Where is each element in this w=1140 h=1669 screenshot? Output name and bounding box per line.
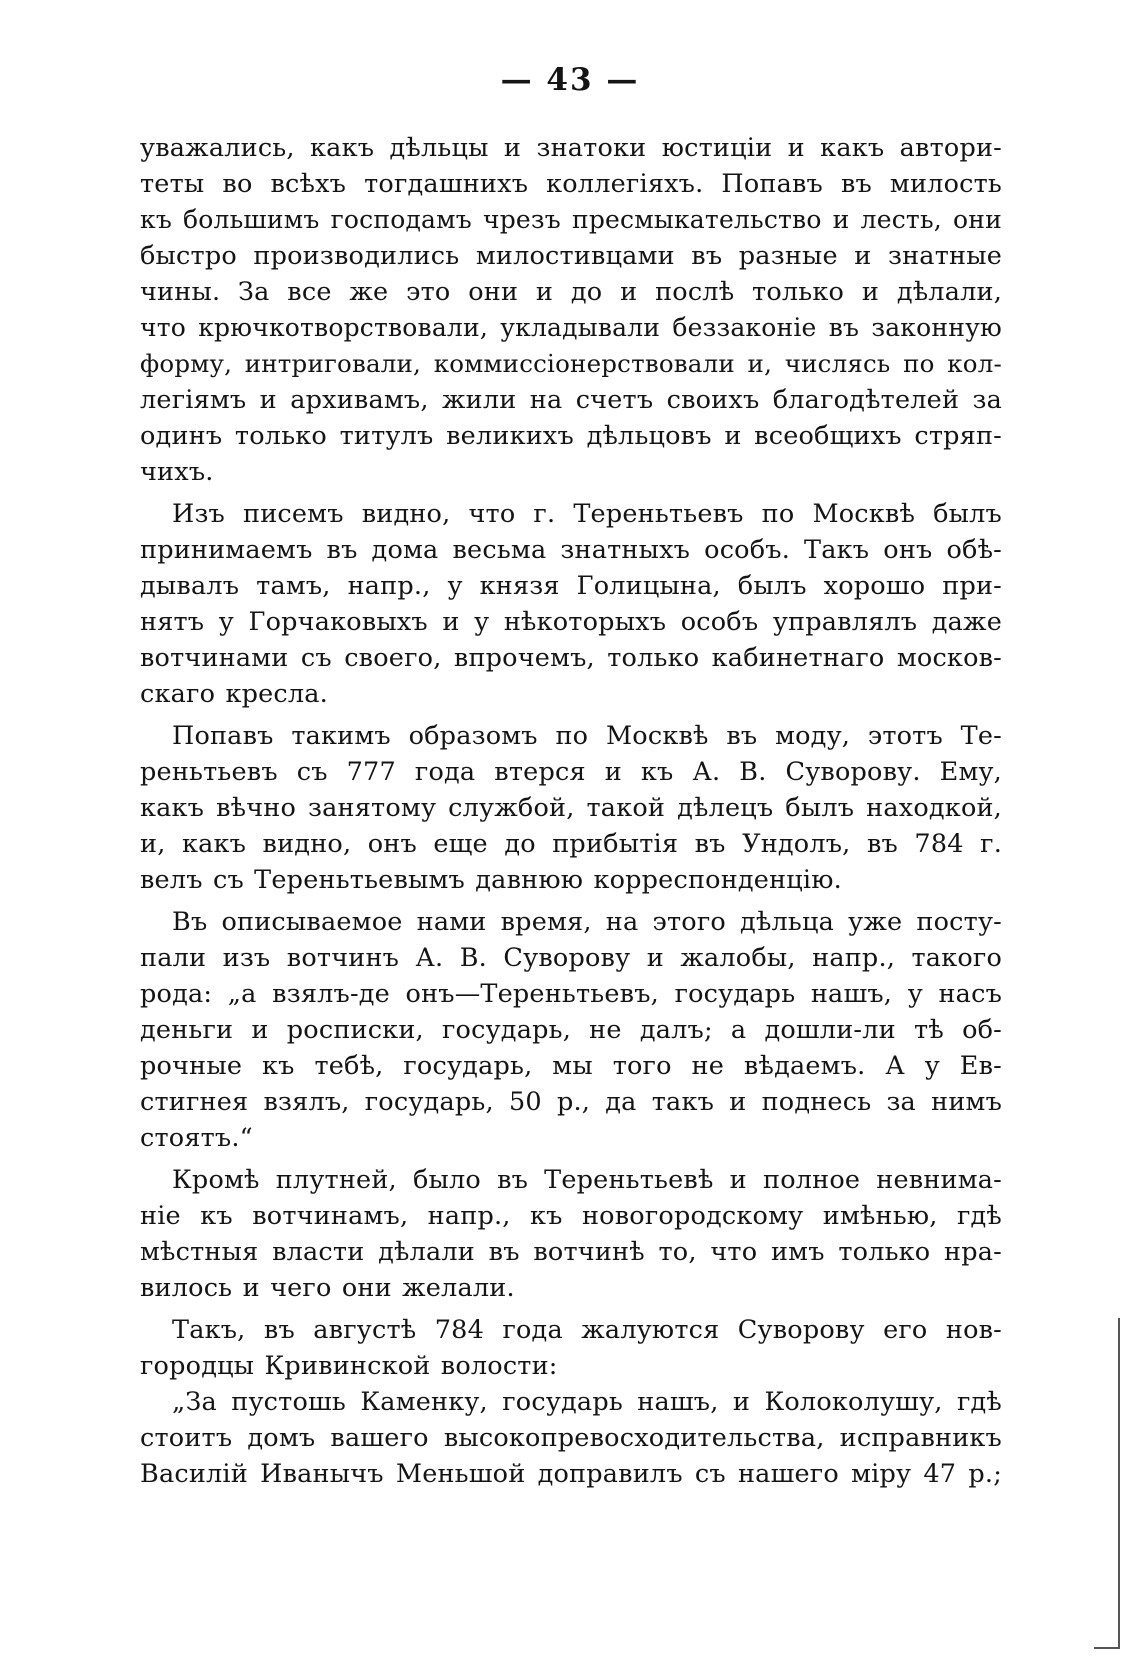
text-line: стоятъ.“ — [140, 1123, 253, 1153]
body-text — [140, 130, 1002, 1492]
text-line: мѣстныя власти дѣлали въ вотчинѣ то, что имъ только нра- — [140, 1237, 1002, 1267]
text-line: быстро производились милостивцами въ разные и знатные — [140, 241, 1002, 271]
text-line: вотчинами съ своего, впрочемъ, только кабинетнаго москов- — [140, 643, 1002, 673]
text-line: чихъ. — [140, 457, 214, 487]
page-number: — 43 — — [500, 62, 640, 98]
text-line: какъ вѣчно занятому службой, такой дѣлецъ былъ находкой, — [140, 793, 1002, 823]
text-line: дывалъ тамъ, напр., у князя Голицына, былъ хорошо при- — [140, 571, 1002, 601]
text-line: пали изъ вотчинъ А. В. Суворову и жалобы, напр., такого — [140, 943, 1002, 973]
page-edge-rule — [1094, 1647, 1120, 1649]
text-line: городцы Кривинской волости: — [140, 1351, 558, 1381]
text-line: Кромѣ плутней, было въ Тереньтьевѣ и полное невнима- — [172, 1165, 1002, 1195]
text-line: стигнея взялъ, государь, 50 р., да такъ и поднесь за нимъ — [140, 1087, 1002, 1117]
text-line: легіямъ и архивамъ, жили на счетъ своихъ благодѣтелей за — [140, 385, 1002, 415]
text-line: Такъ, въ августѣ 784 года жалуются Суворову его нов- — [172, 1315, 1002, 1345]
page-edge-rule — [1118, 1318, 1120, 1648]
text-line: стоитъ домъ вашего высокопревосходительства, исправникъ — [140, 1423, 1002, 1453]
text-line: чины. За все же это они и до и послѣ только и дѣлали, — [140, 277, 1002, 307]
text-line: вилось и чего они желали. — [140, 1273, 515, 1303]
text-line: рочные къ тебѣ, государь, мы того не вѣдаемъ. А у Ев- — [140, 1051, 1002, 1081]
text-line: теты во всѣхъ тогдашнихъ коллегіяхъ. Попавъ въ милость — [140, 169, 1002, 199]
text-line: форму, интриговали, коммиссіонерствовали и, числясь по кол- — [140, 349, 1002, 378]
text-line: скаго кресла. — [140, 679, 328, 709]
text-line: Въ описываемое нами время, на этого дѣльца уже посту- — [172, 907, 1002, 937]
text-line: Василій Иванычъ Меньшой доправилъ съ нашего міру 47 р.; — [140, 1459, 1002, 1489]
text-line: Попавъ такимъ образомъ по Москвѣ въ моду, этотъ Те- — [172, 721, 1002, 751]
text-line: велъ съ Тереньтьевымъ давнюю корреспонденцію. — [140, 865, 842, 895]
text-line: и, какъ видно, онъ еще до прибытія въ Ундолъ, въ 784 г. — [140, 829, 1002, 859]
text-line: реньтьевъ съ 777 года втерся и къ А. В. Суворову. Ему, — [140, 757, 1002, 787]
text-line: нятъ у Горчаковыхъ и у нѣкоторыхъ особъ управлялъ даже — [140, 607, 1002, 637]
text-line: деньги и росписки, государь, не далъ; а дошли-ли тѣ об- — [140, 1015, 1002, 1045]
text-line: „За пустошь Каменку, государь нашъ, и Колоколушу, гдѣ — [172, 1387, 1002, 1417]
text-line: принимаемъ въ дома весьма знатныхъ особъ. Такъ онъ обѣ- — [140, 535, 1002, 565]
text-line: одинъ только титулъ великихъ дѣльцовъ и всеобщихъ стряп- — [140, 421, 1002, 451]
text-line: Изъ писемъ видно, что г. Тереньтьевъ по Москвѣ былъ — [172, 499, 1002, 529]
text-line: уважались, какъ дѣльцы и знатоки юстиціи и какъ автори- — [140, 133, 1002, 163]
text-line: рода: „а взялъ-де онъ—Тереньтьевъ, государь нашъ, у насъ — [140, 979, 1002, 1009]
text-line: къ большимъ господамъ чрезъ пресмыкательство и лесть, они — [140, 205, 1002, 234]
text-line: ніе къ вотчинамъ, напр., къ новогородскому имѣнью, гдѣ — [140, 1201, 1002, 1231]
text-line: что крючкотворствовали, укладывали беззаконіе въ законную — [140, 313, 1002, 342]
